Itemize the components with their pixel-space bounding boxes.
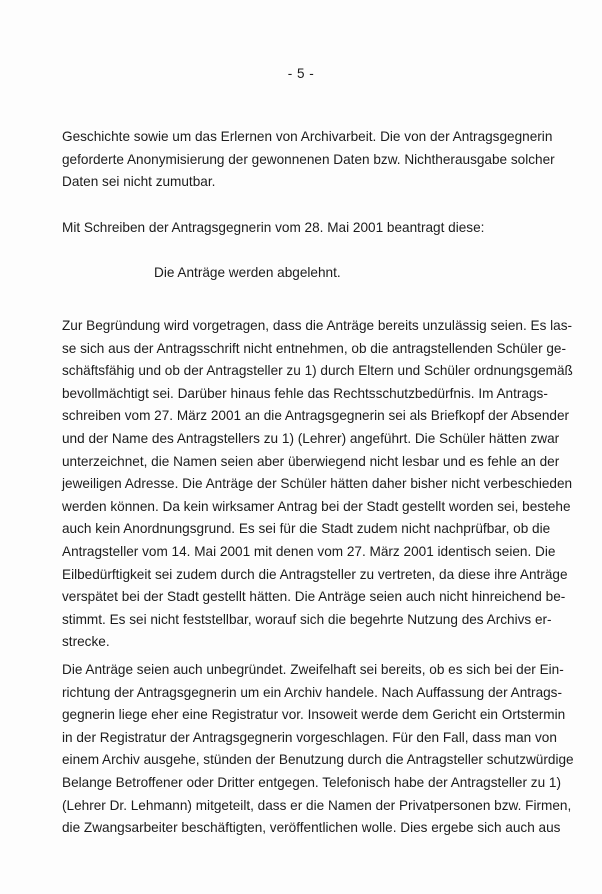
paragraph-4 <box>62 659 574 840</box>
text-line: Zur Begründung wird vorgetragen, dass die Anträge bereits unzulässig seien. Es las- <box>62 318 573 333</box>
text-line: schäftsfähig und ob der Antragsteller zu 1) durch Eltern und Schüler ordnungsgemäß <box>62 363 573 379</box>
text-line: Geschichte sowie um das Erlernen von Archivarbeit. Die von der Antragsgegnerin <box>62 129 553 144</box>
text-line: werden können. Da kein wirksamer Antrag bei der Stadt gestellt worden sei, bestehe <box>62 498 571 514</box>
text-line: stimmt. Es sei nicht feststellbar, worauf sich die begehrte Nutzung des Archivs er- <box>62 611 552 627</box>
text-line: unterzeichnet, die Namen seien aber überwiegend nicht lesbar und es fehle an der <box>62 453 560 469</box>
text-line: strecke. <box>62 634 110 650</box>
text-line: schreiben vom 27. März 2001 an die Antragsgegnerin sei als Briefkopf der Absender <box>62 408 570 424</box>
text-line: gegnerin liege eher eine Registratur vor. Insoweit werde dem Gericht ein Ortstermin <box>62 707 566 723</box>
text-line: bevollmächtigt sei. Darüber hinaus fehle das Rechtsschutzbedürfnis. Im Antrags- <box>62 385 548 401</box>
text-line: Die Anträge seien auch unbegründet. Zweifelhaft sei bereits, ob es sich bei der Ein- <box>62 662 564 677</box>
text-line: verspätet bei der Stadt gestellt hätten. Die Anträge seien auch nicht hinreichend be- <box>62 589 566 605</box>
text-line: geforderte Anonymisierung der gewonnenen Daten bzw. Nichtherausgabe solcher <box>62 151 555 167</box>
text-line: richtung der Antragsgegnerin um ein Archiv handele. Nach Auffassung der Antrags- <box>62 684 563 700</box>
paragraph-3 <box>62 315 573 654</box>
text-line: einem Archiv ausgehe, stünden der Benutzung durch die Antragsteller schutzwürdige <box>62 752 574 768</box>
text-line: in der Registratur der Antragsgegnerin vorgeschlagen. Für den Fall, dass man von <box>62 729 557 745</box>
text-line: und der Name des Antragstellers zu 1) (Lehrer) angeführt. Die Schüler hätten zwar <box>62 430 560 446</box>
paragraph-1 <box>62 126 555 194</box>
page-number: - 5 - <box>287 66 315 81</box>
text-line: Daten sei nicht zumutbar. <box>62 174 216 190</box>
text-line: auch kein Anordnungsgrund. Es sei für die Stadt zudem nicht nachprüfbar, ob die <box>62 521 551 537</box>
text-line: Belange Betroffener oder Dritter entgegen. Telefonisch habe der Antragsteller zu 1) <box>62 774 562 790</box>
text-line: die Zwangsarbeiter beschäftigten, veröffentlichen wolle. Dies ergebe sich auch aus <box>62 820 561 836</box>
text-line: (Lehrer Dr. Lehmann) mitgeteilt, dass er die Namen der Privatpersonen bzw. Firmen, <box>62 797 572 813</box>
paragraph-2 <box>62 217 544 240</box>
text-line: Antragsteller vom 14. Mai 2001 mit denen vom 27. März 2001 identisch seien. Die <box>62 543 556 559</box>
motion-statement: Die Anträge werden abgelehnt. <box>154 265 341 280</box>
text-line: jeweiligen Adresse. Die Anträge der Schüler hätten daher bisher nicht verbeschieden <box>62 476 573 492</box>
text-line: Eilbedürftigkeit sei zudem durch die Antragsteller zu vertreten, da diese ihre Anträge <box>62 566 568 582</box>
text-line: se sich aus der Antragsschrift nicht entnehmen, ob die antragstellenden Schüler ge- <box>62 340 567 356</box>
text-line: Mit Schreiben der Antragsgegnerin vom 28. Mai 2001 beantragt diese: <box>62 220 485 235</box>
